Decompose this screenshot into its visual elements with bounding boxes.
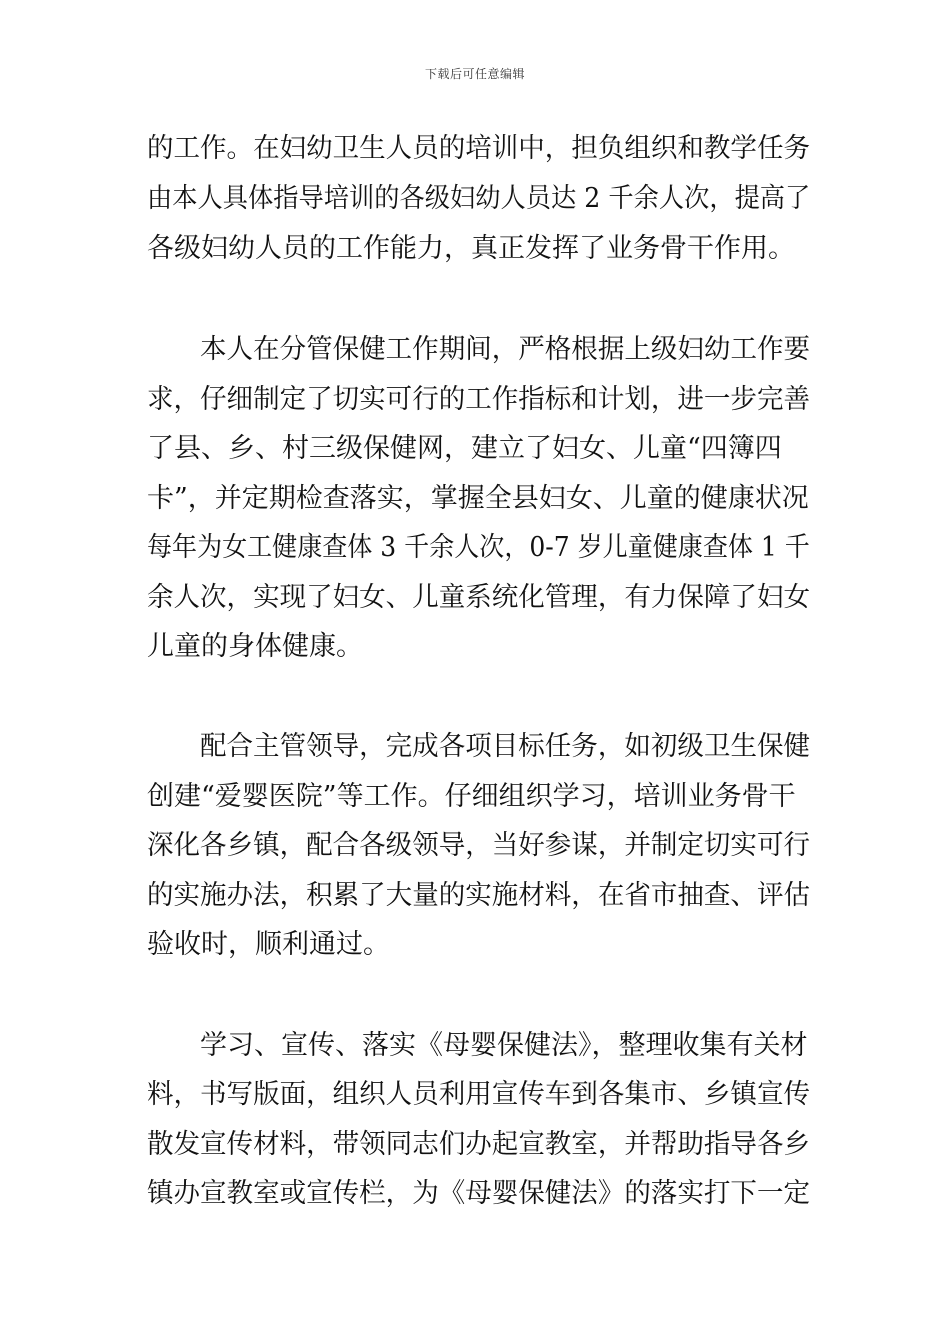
text-line: 各级妇幼人员的工作能力，真正发挥了业务骨干作用。 [147,233,795,264]
text-line: 余人次，实现了妇女、儿童系统化管理，有力保障了妇女 [147,582,810,613]
text-line: 的工作。在妇幼卫生人员的培训中，担负组织和教学任务 [147,133,810,164]
text-line: 本人在分管保健工作期间，严格根据上级妇幼工作要 [200,334,811,365]
text-line: 验收时，顺利通过。 [147,929,390,960]
text-line: 镇办宣教室或宣传栏，为《母婴保健法》的落实打下一定 [147,1178,810,1209]
text-line: 了县、乡、村三级保健网，建立了妇女、儿童“四簿四 [147,433,782,464]
text-line: 学习、宣传、落实《母婴保健法》，整理收集有关材 [200,1030,808,1061]
text-line: 散发宣传材料，带领同志们办起宣教室，并帮助指导各乡 [147,1129,810,1160]
page-header: 下载后可任意编辑 [424,67,525,81]
text-line: 每年为女工健康查体 3 千余人次，0-7 岁儿童健康查体 1 千 [147,532,810,563]
text-line: 深化各乡镇，配合各级领导，当好参谋，并制定切实可行 [147,830,810,861]
text-line: 料，书写版面，组织人员利用宣传车到各集市、乡镇宣传 [147,1079,810,1110]
text-line: 由本人具体指导培训的各级妇幼人员达 2 千余人次，提高了 [147,183,811,214]
text-line: 配合主管领导，完成各项目标任务，如初级卫生保健 [200,731,811,762]
text-line: 卡”，并定期检查落实，掌握全县妇女、儿童的健康状况 [147,483,809,514]
text-line: 的实施办法，积累了大量的实施材料，在省市抽查、评估 [147,880,810,911]
text-line: 儿童的身体健康。 [147,631,363,662]
text-line: 求，仔细制定了切实可行的工作指标和计划，进一步完善 [147,384,810,415]
text-line: 创建“爱婴医院”等工作。仔细组织学习，培训业务骨干 [147,781,796,812]
